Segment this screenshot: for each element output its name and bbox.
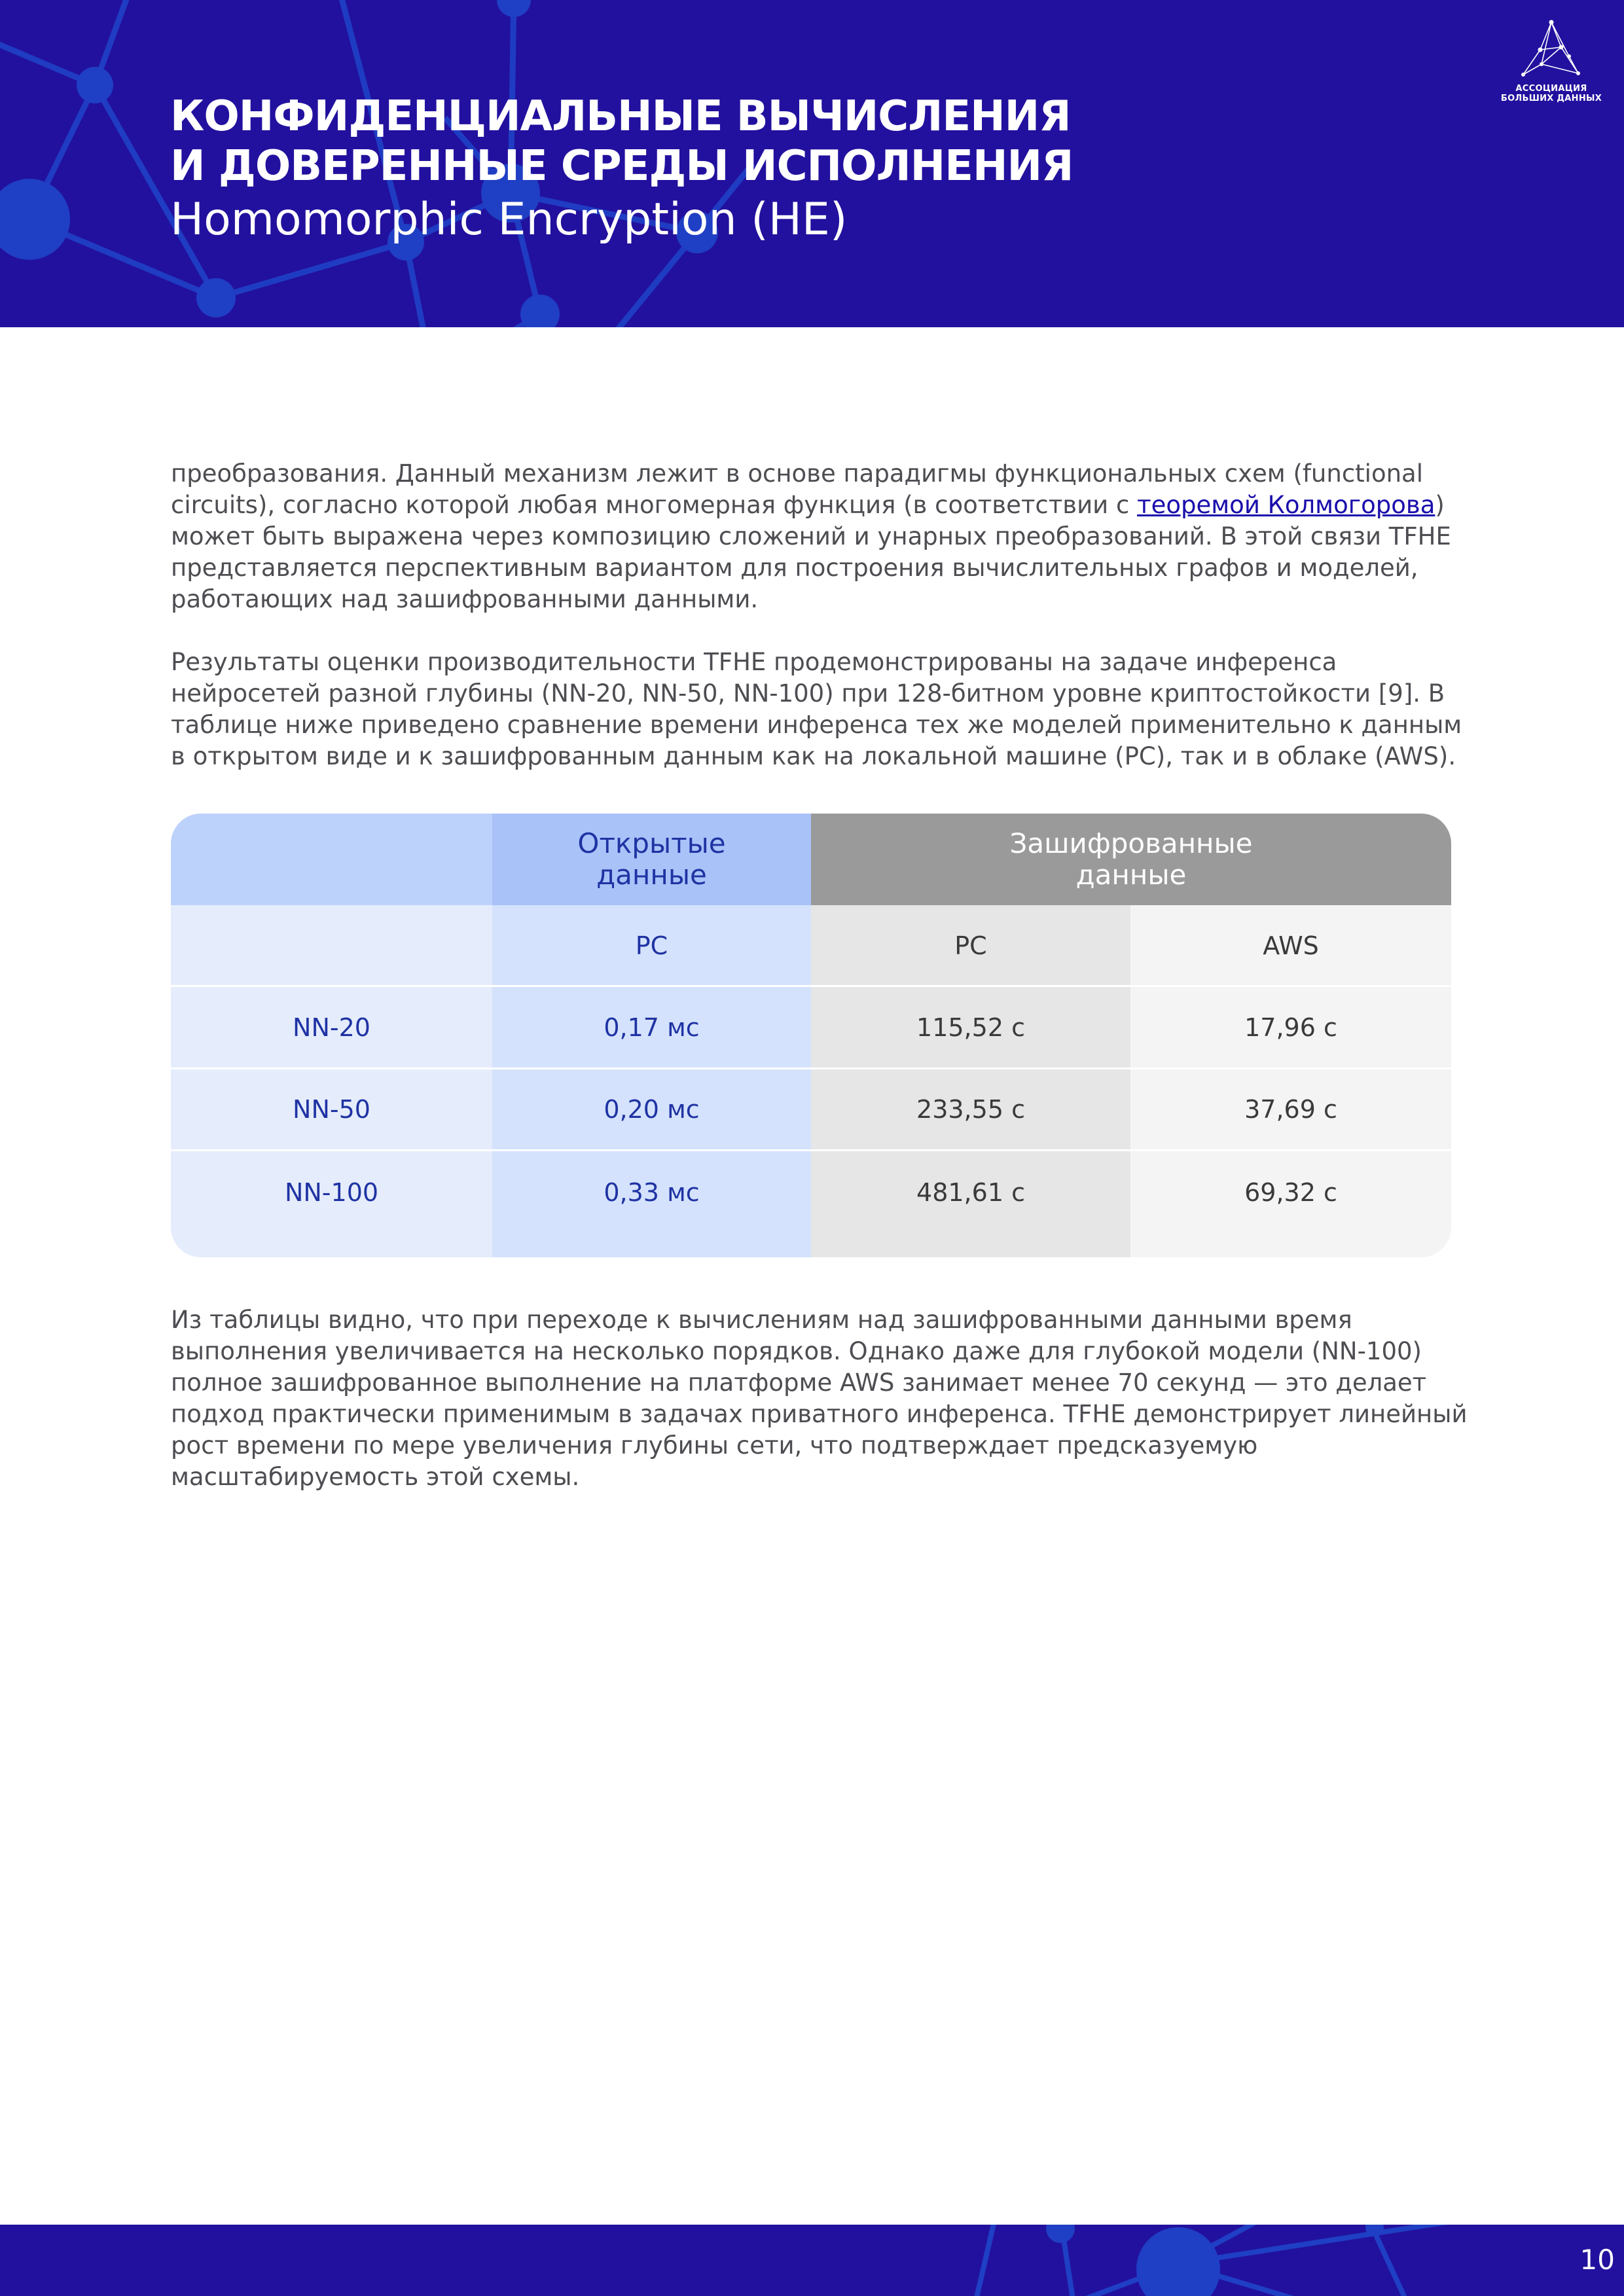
- association-logo: [1499, 18, 1604, 103]
- title-line-2: И ДОВЕРЕННЫЕ СРЕДЫ ИСПОЛНЕНИЯ: [170, 142, 1074, 190]
- table-cell-model: NN-20: [293, 1013, 370, 1042]
- footer-network-pattern: [0, 2225, 1624, 2296]
- encrypted-data-header-line-1: Зашифрованные: [1009, 827, 1253, 859]
- header-corner-cell: [171, 814, 492, 905]
- table-cell-open-pc: 0,20 мс: [604, 1095, 700, 1124]
- page-number: 10: [1579, 2244, 1615, 2276]
- paragraph-1-text-a: преобразования. Данный механизм лежит в основе парадигмы функциональных схем (functional circuits), согласно которой любая многомерная функция (в соответствии с: [171, 459, 1423, 519]
- table-cell-enc-pc: 233,55 с: [916, 1095, 1025, 1124]
- table-cell-enc-aws: 17,96 с: [1244, 1013, 1337, 1042]
- paragraph-2: [171, 647, 1470, 772]
- subtitle: Homomorphic Encryption (HE): [170, 194, 848, 245]
- table-cell-enc-aws: 37,69 с: [1244, 1095, 1337, 1124]
- logo-text-line-2: БОЛЬШИХ ДАННЫХ: [1500, 94, 1602, 103]
- table-cell-enc-aws: 69,32 с: [1244, 1178, 1337, 1207]
- table-cell-open-pc: 0,17 мс: [604, 1013, 700, 1042]
- table-cell-model: NN-100: [284, 1178, 379, 1207]
- logo-text-line-1: АССОЦИАЦИЯ: [1515, 84, 1587, 94]
- open-data-header-line-1: Открытые: [577, 827, 726, 859]
- paragraph-1: [171, 458, 1470, 615]
- kolmogorov-theorem-link[interactable]: теоремой Колмогорова: [1137, 491, 1435, 519]
- table-cell-open-pc: 0,33 мс: [604, 1178, 700, 1207]
- paragraph-2-text: Результаты оценки производительности TFHE продемонстрированы на задаче инференса нейросетей разной глубины (NN-20, NN-50, NN-100) при 128-битном уровне криптостойкости [9]. В таблице ниже приведено сравнение времени инференса тех же моделей применительно к данным в открытом виде и к зашифрованным данным как на локальной машине (PC), так и в облаке (AWS).: [171, 648, 1462, 770]
- paragraph-1-text-b: ) может быть выражена через композицию сложений и унарных преобразований. В этой связи TFHE представляется перспективным вариантом для построения вычислительных графов и моделей, работающих над зашифрованными данными.: [171, 491, 1451, 613]
- open-data-header-line-2: данные: [596, 859, 707, 891]
- table-cell-enc-pc: 115,52 с: [916, 1013, 1025, 1042]
- performance-table: [171, 814, 1451, 1257]
- table-cell-model: NN-50: [293, 1095, 370, 1124]
- constellation-logo-icon: [1515, 18, 1587, 84]
- open-data-header: [492, 814, 811, 905]
- header-banner: [0, 0, 1624, 327]
- title-line-1: КОНФИДЕНЦИАЛЬНЫЕ ВЫЧИСЛЕНИЯ: [170, 92, 1071, 141]
- encrypted-data-header-line-2: данные: [1075, 859, 1187, 891]
- subheader-enc-pc: PC: [954, 931, 987, 960]
- paragraph-3: [171, 1304, 1470, 1493]
- page-title: [170, 92, 1073, 247]
- table-cell-enc-pc: 481,61 с: [916, 1178, 1025, 1207]
- subheader-enc-aws: AWS: [1263, 931, 1319, 960]
- footer-banner: [0, 2225, 1624, 2296]
- paragraph-3-text: Из таблицы видно, что при переходе к вычислениям над зашифрованными данными время выполнения увеличивается на несколько порядков. Однако даже для глубокой модели (NN-100) полное зашифрованное выполнение на платформе AWS занимает менее 70 секунд — это делает подход практически применимым в задачах приватного инференса. TFHE демонстрирует линейный рост времени по мере увеличения глубины сети, что подтверждает предсказуемую масштабируемость этой схемы.: [171, 1306, 1468, 1491]
- subheader-open-pc: PC: [635, 931, 668, 960]
- encrypted-data-header: [811, 814, 1451, 905]
